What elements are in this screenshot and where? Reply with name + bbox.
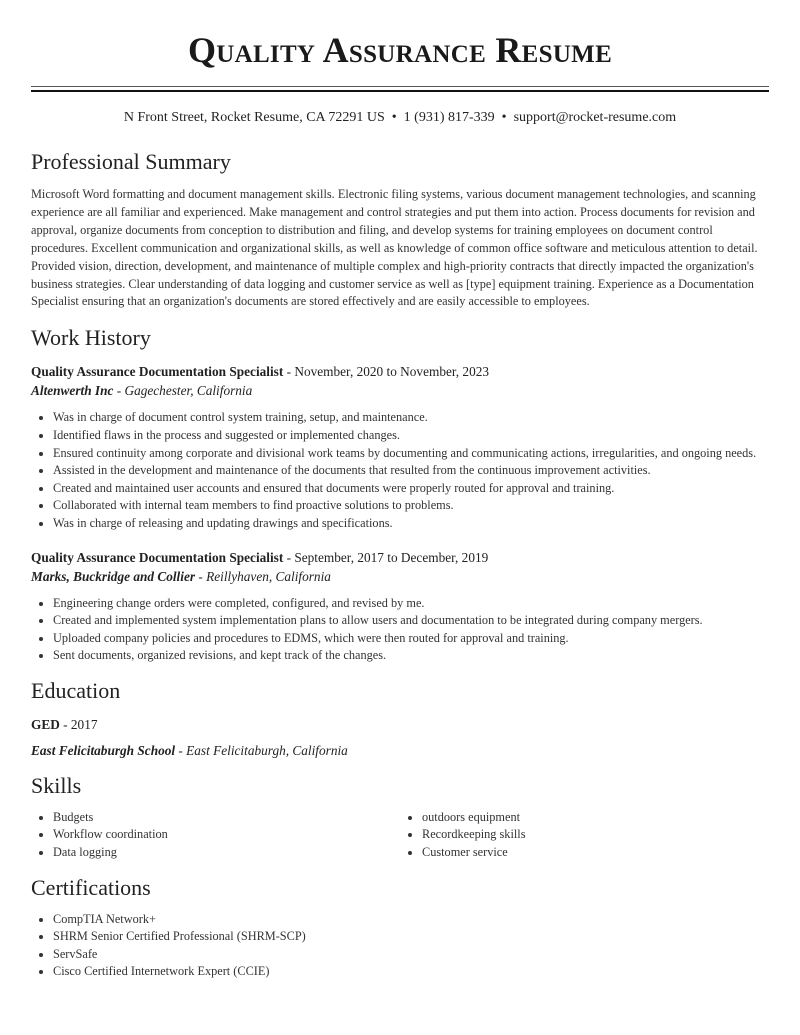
job-duties-list [31,409,769,532]
list-item: • Uploaded company policies and procedures to EDMS, which were then routed for approval and training. [53,630,769,648]
contact-address: N Front Street, Rocket Resume, CA 72291 US [123,110,385,125]
job-company-line [31,382,769,400]
certifications-section [31,874,769,981]
education-degree: GED [31,716,60,732]
job-entry [31,549,769,665]
job-company: Altenwerth Inc [31,383,114,399]
list-item: • Created and implemented system implementation plans to allow users and documentation to be integrated during company mergers. [53,612,769,630]
job-title-line [31,363,769,381]
section-heading-work-history: Work History [31,325,151,351]
job-dates: - November, 2020 to November, 2023 [283,364,490,380]
contact-phone: 1 (931) 817-339 [403,110,495,125]
list-item: • Created and maintained user accounts and ensured that documents were properly routed for approval and training. [53,480,769,498]
education-school-line [31,742,769,760]
section-heading-certifications: Certifications [31,874,151,900]
list-item: • Cisco Certified Internetwork Expert (CCIE) [53,963,769,981]
education-degree-line [31,716,769,734]
job-dates: - September, 2017 to December, 2019 [283,549,489,565]
summary-section [31,148,769,311]
education-school: East Felicitaburgh School [31,742,176,758]
job-title: Quality Assurance Documentation Specialist [31,549,284,565]
list-item: • Was in charge of document control system training, setup, and maintenance. [53,409,769,427]
list-item: • Recordkeeping skills [422,826,769,844]
list-item: • Assisted in the development and maintenance of the documents that resulted from the continuous improvement activities. [53,462,769,480]
job-title: Quality Assurance Documentation Specialist [31,364,284,380]
education-section [31,677,769,760]
list-item: • SHRM Senior Certified Professional (SHRM-SCP) [53,928,769,946]
list-item: • ServSafe [53,946,769,964]
list-item: • Workflow coordination [53,826,400,844]
bullet-separator: • [391,110,397,125]
list-item: • Customer service [422,844,769,862]
skills-list-left [31,809,400,862]
list-item: • Engineering change orders were completed, configured, and revised by me. [53,595,769,613]
list-item: • Sent documents, organized revisions, and kept track of the changes. [53,647,769,665]
list-item: • Identified flaws in the process and suggested or implemented changes. [53,427,769,445]
contact-line [31,109,769,127]
job-entry [31,363,769,532]
education-location: - East Felicitaburgh, California [175,742,348,758]
header-divider-thin [31,86,769,87]
contact-email: support@rocket-resume.com [513,110,677,125]
work-history-section [31,324,769,665]
list-item: • Was in charge of releasing and updating drawings and specifications. [53,515,769,533]
job-duties-list [31,595,769,665]
list-item: • Data logging [53,844,400,862]
list-item: • Budgets [53,809,400,827]
skills-grid [31,809,769,862]
section-heading-summary: Professional Summary [31,149,231,174]
bullet-separator: • [501,110,507,125]
job-location: - Reillyhaven, California [195,568,331,584]
certifications-list [31,911,769,981]
header-divider-thick [31,90,769,92]
section-heading-education: Education [31,677,121,703]
list-item: • outdoors equipment [422,809,769,827]
section-heading-skills: Skills [31,772,82,798]
job-location: - Gagechester, California [113,383,253,399]
job-company-line [31,568,769,586]
list-item: • Collaborated with internal team members to find proactive solutions to problems. [53,497,769,515]
resume-title: Quality Assurance Resume [187,30,613,70]
job-title-line [31,549,769,567]
education-year: - 2017 [59,716,98,732]
skills-list-right [400,809,769,862]
summary-text: Microsoft Word formatting and document management skills. Electronic filing systems, various document management technologies, and scanning experience are all familiar and experienced. Make management and control strategies and put them into action. Process documents for revision and approval, organize documents from conception to distribution and filing, and develop systems for training employees on document control procedures. Excellent communication and organizational skills, as well as knowledge of common office software and meticulous attention to detail. Provided vision, direction, development, and maintenance of multiple complex and high-priority contracts that directly impacted the organization's business strategies. Clear understanding of data logging and customer service as well as [type] equipment training. Experience as a Documentation Specialist ensuring that an organization's documents are stored effectively and are easily accessible to employees. [31,187,758,309]
job-company: Marks, Buckridge and Collier [31,568,196,584]
list-item: • Ensured continuity among corporate and divisional work teams by documenting and communicating actions, irregularities, and ongoing needs. [53,445,769,463]
list-item: • CompTIA Network+ [53,911,769,929]
skills-section [31,772,769,862]
